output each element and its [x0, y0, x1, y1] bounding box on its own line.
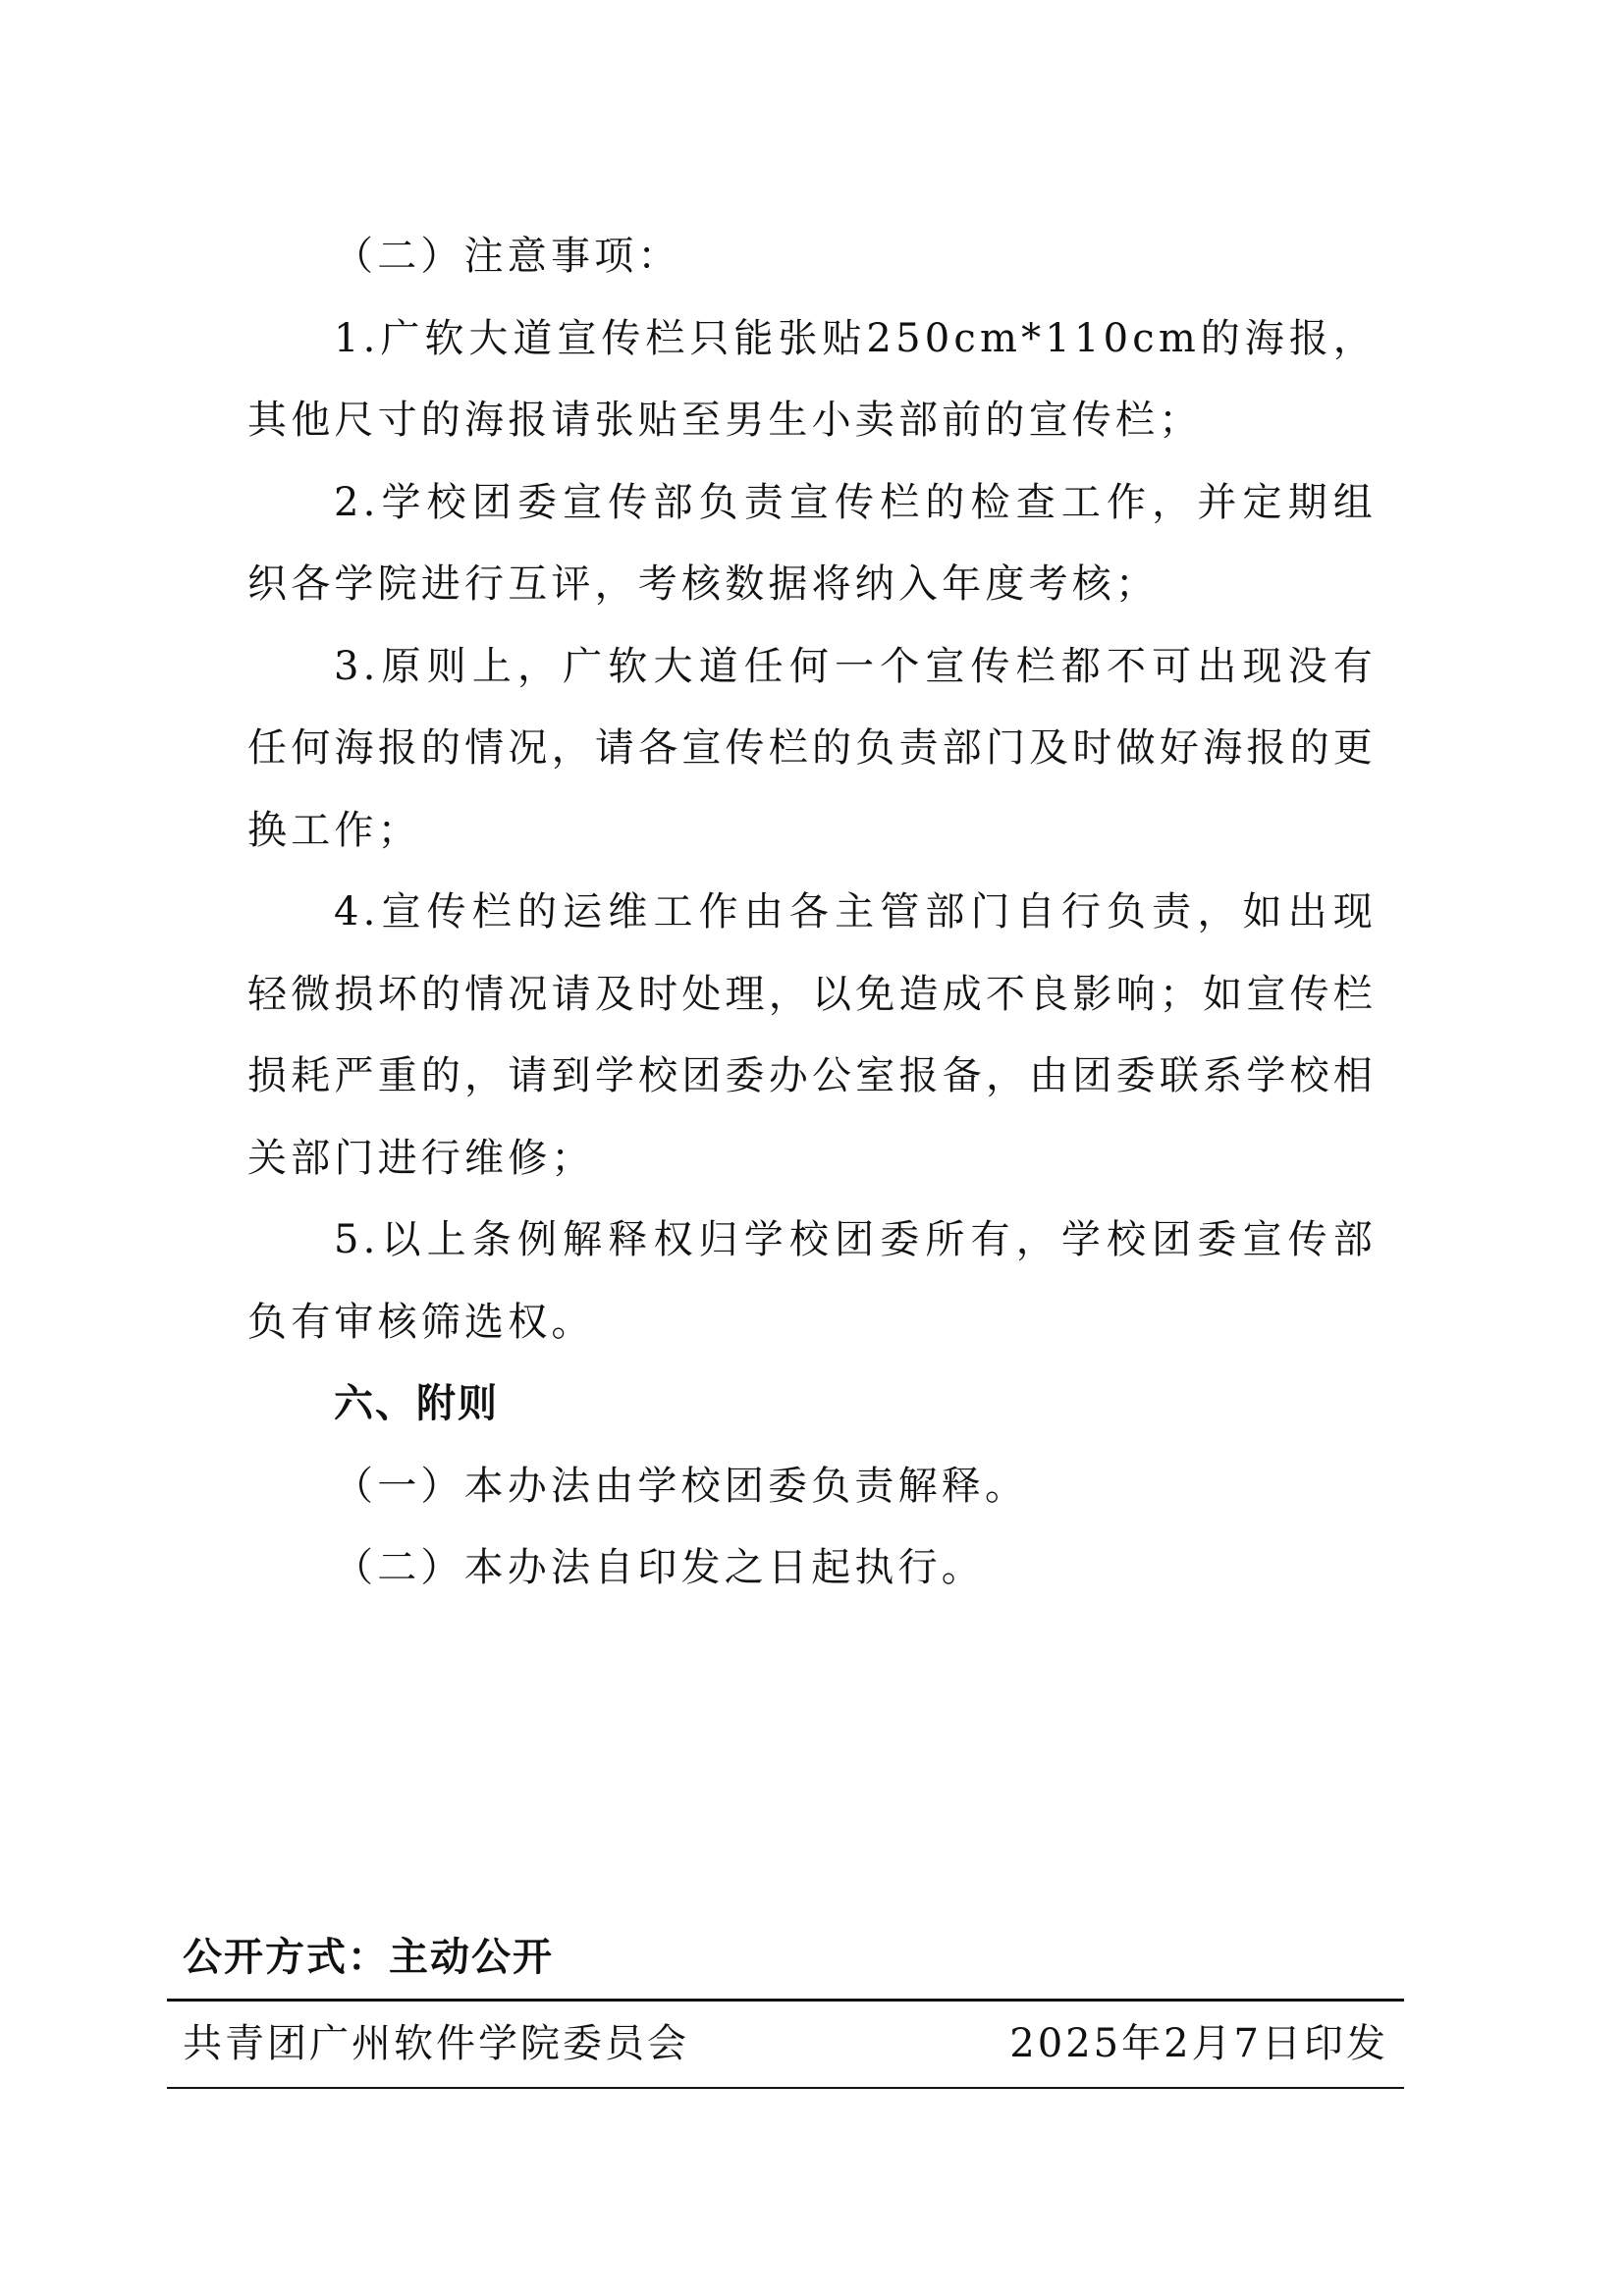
document-body [247, 216, 1377, 1610]
appendix-heading: 六、附则 [334, 1381, 499, 1426]
issuer-name: 共青团广州软件学院委员会 [183, 2021, 689, 2066]
note-item-2: 2.学校团委宣传部负责宣传栏的检查工作，并定期组织各学院进行互评，考核数据将纳入年度考核； [247, 479, 1377, 607]
note-item-4: 4.宣传栏的运维工作由各主管部门自行负责，如出现轻微损坏的情况请及时处理，以免造成不良影响；如宣传栏损耗严重的，请到学校团委办公室报备，由团委联系学校相关部门进行维修； [247, 889, 1377, 1181]
note-item-3: 3.原则上，广软大道任何一个宣传栏都不可出现没有任何海报的情况，请各宣传栏的负责部门及时做好海报的更换工作； [247, 643, 1377, 853]
issue-date: 2025年2月7日印发 [1009, 2021, 1388, 2066]
footer-top-rule [167, 1999, 1404, 2002]
footer-bottom-rule [167, 2087, 1404, 2089]
appendix-item-1: （一）本办法由学校团委负责解释。 [334, 1463, 1029, 1509]
notes-heading: （二）注意事项： [334, 234, 681, 279]
disclosure-method: 公开方式：主动公开 [183, 1935, 554, 1980]
appendix-item-2: （二）本办法自印发之日起执行。 [334, 1545, 985, 1590]
note-item-1: 1.广软大道宣传栏只能张贴250cm*110cm的海报，其他尺寸的海报请张贴至男生小卖部前的宣传栏； [247, 315, 1377, 443]
note-item-5: 5.以上条例解释权归学校团委所有，学校团委宣传部负有审核筛选权。 [247, 1217, 1377, 1345]
